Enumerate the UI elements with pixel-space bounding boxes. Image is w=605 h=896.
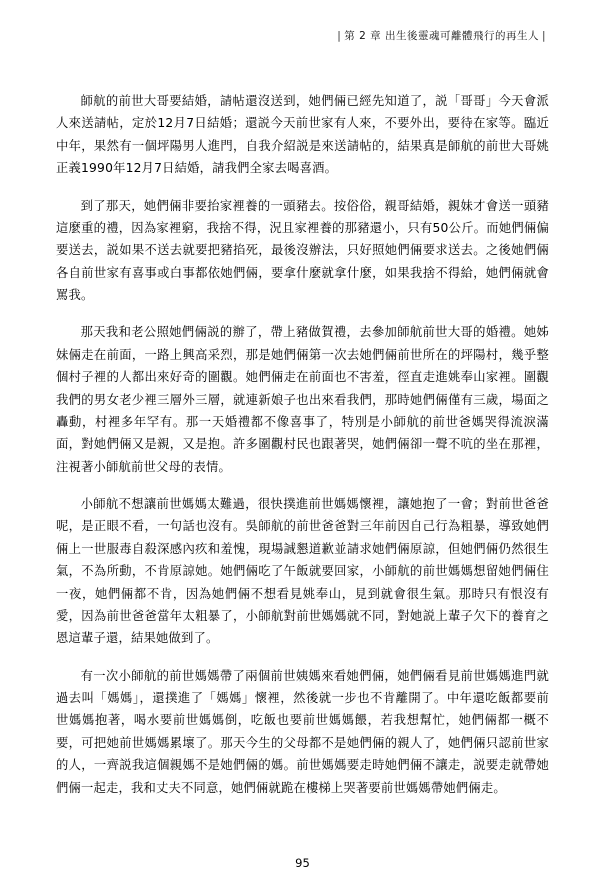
header-left-rule: | [337,30,342,42]
header-title: 第 2 章 出生後靈魂可離體飛行的再生人 [344,30,539,42]
paragraph-5: 有一次小師航的前世媽媽帶了兩個前世姨媽來看她們倆，她們倆看見前世媽媽進門就過去叫「媽媽」，還撲進了「媽媽」懷裡，然後就一步也不肯離開了。中年還吃飯都要前世媽媽抱著，喝水要前世媽媽倒，吃飯也要前世媽媽餵，若我想幫忙，她們倆都一概不要，可把她前世媽媽累壞了。那天今生的父母都不是她們倆的親人了，她們倆只認前世家的人，一齊説我這個親媽不是她們倆的媽。前世媽媽要走時她們倆不讓走，説要走就帶她們倆一起走，我和丈夫不同意，她們倆就跪在樓梯上哭著要前世媽媽帶她們倆走。 [56,668,549,795]
paragraph-2: 到了那天，她們倆非要抬家裡養的一頭豬去。按俗俗，親哥結婚，親妹才會送一頭豬這麼重的禮，因為家裡窮，我捨不得，況且家裡養的那豬還小，只有50公斤。而她們倆偏要送去，説如果不送去就要把豬掐死，最後沒辦法，只好照她們倆要求送去。之後她們倆各自前世家有喜事或白事都依她們倆，要拿什麼就拿什麼，如果我捨不得給，她們倆就會罵我。 [56,198,549,302]
paragraph-4: 小師航不想讓前世媽媽太難過，很快撲進前世媽媽懷裡，讓她抱了一會；對前世爸爸呢，是正眼不看，一句話也沒有。吳師航的前世爸爸對三年前因自己行為粗暴，導致她們倆上一世服毒自殺深感內疚和羞愧，現場誠懇道歉並請求她們倆原諒，但她們倆仍然很生氣，不為所動，不肯原諒她。她們倆吃了午飯就要回家，小師航的前世媽媽想留她們倆住一夜，她們倆都不肯，因為她們倆不想看見姚奉山，見到就會很生氣。那時只有恨沒有愛，因為前世爸爸當年太粗暴了，小師航對前世媽媽就不同，對她説上輩子欠下的養育之恩這輩子還，結果她做到了。 [56,497,549,646]
paragraph-3: 那天我和老公照她們倆説的辦了，帶上豬做賀禮，去參加師航前世大哥的婚禮。她姊妹倆走在前面，一路上興高采烈，那是她們倆第一次去她們倆前世所在的坪陽村，幾乎整個村子裡的人都出來好奇的圍觀。她們倆走在前面也不害羞，徑直走進姚奉山家裡。圍觀我們的男女老少裡三層外三層，就連新娘子也出來看我們，那時她們倆僅有三歲，場面之轟動，村裡多年罕有。那一天婚禮都不像喜事了，特別是小師航的前世爸媽哭得流淚滿面，對她們倆又是親，又是抱。許多圍觀村民也跟著哭，她們倆卻一聲不吭的坐在那裡，注視著小師航前世父母的表情。 [56,325,549,474]
running-header [56,28,549,44]
paragraph-1: 師航的前世大哥要結婚，請帖還沒送到，她們倆已經先知道了，説「哥哥」今天會派人來送請帖，定於12月7日結婚；還説今天前世家有人來，不要外出，要待在家等。臨近中年，果然有一個坪陽男人進門，自我介紹説是來送請帖的，結果真是師航的前世大哥姚正義1990年12月7日結婚，請我們全家去喝喜酒。 [56,94,549,176]
page-number: 95 [295,856,310,870]
body-text [56,90,549,799]
header-right-rule: | [541,30,546,42]
